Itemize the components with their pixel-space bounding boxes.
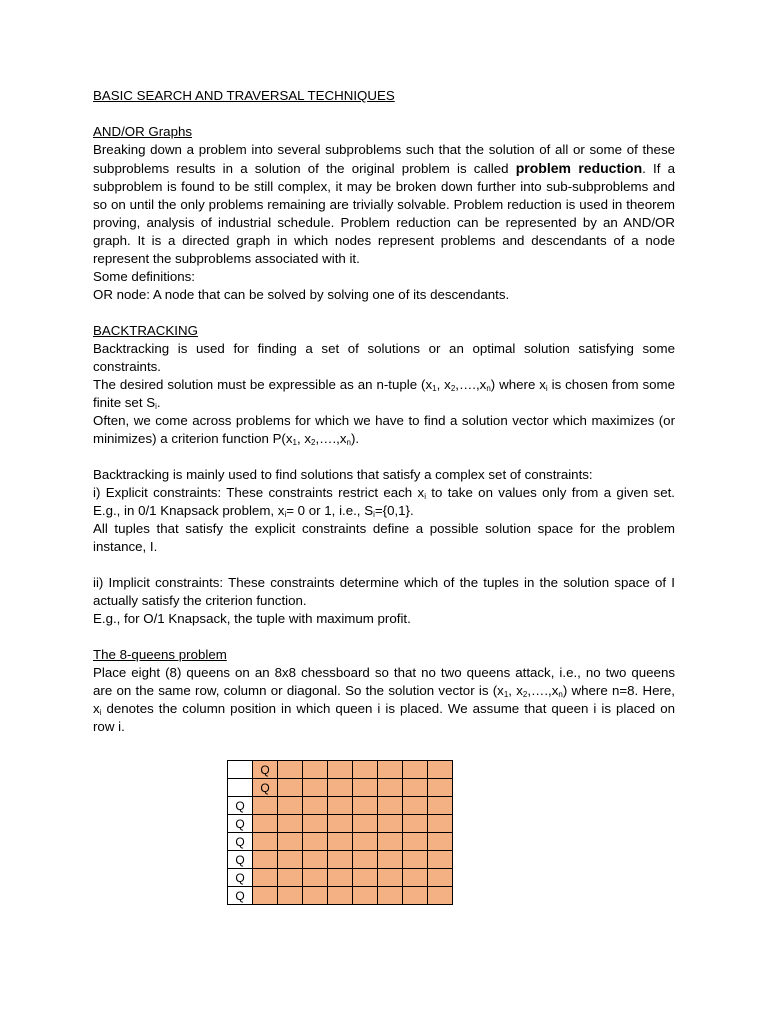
board-row <box>228 779 453 797</box>
board-cell <box>303 779 328 797</box>
board-cell <box>403 887 428 905</box>
board-cell <box>378 869 403 887</box>
board-row <box>228 887 453 905</box>
board-cell <box>378 833 403 851</box>
board-cell <box>278 779 303 797</box>
board-cell <box>428 833 453 851</box>
backtracking-p2: The desired solution must be expressible as an n-tuple ($x_1$, $x_2,\dots.,x_n$) where $x_i$ is chosen from some finite set $S_i$. <box>93 377 675 411</box>
board-cell <box>328 815 353 833</box>
board-cell <box>428 851 453 869</box>
board-cell <box>353 887 378 905</box>
board-cell <box>328 833 353 851</box>
board-cell <box>253 869 278 887</box>
queen-cell: Q <box>253 779 278 797</box>
explicit-constraints: i) Explicit constraints: These constraints restrict each $x_i$ to take on values only from a given set. E.g., in 0/1 Knapsack problem, $x_i= 0$ or 1, i.e., $S_i=\{0,1\}$. <box>93 485 675 519</box>
board-cell <box>428 779 453 797</box>
queen-cell: Q <box>253 761 278 779</box>
board-cell <box>253 815 278 833</box>
queen-cell: Q <box>228 815 253 833</box>
board-cell <box>278 797 303 815</box>
implicit-constraints: ii) Implicit constraints: These constraints determine which of the tuples in the solution space of I actually satisfy the criterion function. <box>93 575 675 608</box>
backtracking-p6: All tuples that satisfy the explicit constraints define a possible solution space for the problem instance, I. <box>93 521 675 554</box>
board-cell <box>303 869 328 887</box>
board-cell <box>378 887 403 905</box>
backtracking-p1: Backtracking is used for finding a set of solutions or an optimal solution satisfying some constraints. <box>93 341 675 374</box>
queen-cell: Q <box>228 797 253 815</box>
problem-reduction-term: problem reduction <box>515 160 643 176</box>
board-cell <box>428 815 453 833</box>
board-cell <box>303 797 328 815</box>
board-cell <box>278 887 303 905</box>
board-row <box>228 797 453 815</box>
board-cell <box>328 851 353 869</box>
board-cell <box>353 833 378 851</box>
chessboard-table <box>227 760 453 905</box>
board-cell <box>378 761 403 779</box>
queens-paragraph: Place eight (8) queens on an 8x8 chessboard so that no two queens attack, i.e., no two queens are on the same row, column or diagonal. So the solution vector is ($x_1$, $x_2,\dots.,x_n$) where n=8. Here, $x_i$ denotes the column position in which queen i is placed. We assume that queen i is placed on row i. <box>93 665 675 734</box>
board-cell <box>403 815 428 833</box>
queen-cell: Q <box>228 851 253 869</box>
board-cell <box>253 833 278 851</box>
board-cell <box>328 887 353 905</box>
board-row <box>228 851 453 869</box>
board-cell <box>353 851 378 869</box>
andor-paragraph: Breaking down a problem into several subproblems such that the solution of all or some of these subproblems results in a solution of the original problem is called problem reduction. If a subproblem is found to be still complex, it may be broken down further into sub-subproblems and so on until the only problems remaining are trivially solvable. Problem reduction is used in theorem proving, analysis of industrial schedule. Problem reduction can be represented by an AND/OR graph. It is a directed graph in which nodes represent problems and descendants of a node represent the subproblems associated with it. <box>93 142 675 266</box>
board-cell <box>303 761 328 779</box>
board-cell <box>428 887 453 905</box>
board-cell <box>378 851 403 869</box>
board-cell <box>253 887 278 905</box>
board-row <box>228 815 453 833</box>
definitions-label: Some definitions: <box>93 269 195 284</box>
board-cell <box>403 851 428 869</box>
board-cell <box>353 869 378 887</box>
board-cell <box>278 851 303 869</box>
board-cell <box>303 833 328 851</box>
board-cell <box>328 869 353 887</box>
backtracking-p3: Often, we come across problems for which we have to find a solution vector which maximizes (or minimizes) a criterion function $P(x_1$, $x_2,\dots.,x_n$). <box>93 413 675 447</box>
board-cell <box>228 761 253 779</box>
board-cell <box>378 779 403 797</box>
board-cell <box>353 797 378 815</box>
queen-cell: Q <box>228 869 253 887</box>
board-row <box>228 761 453 779</box>
board-cell <box>378 797 403 815</box>
board-cell <box>303 851 328 869</box>
board-cell <box>278 833 303 851</box>
andor-heading: AND/OR Graphs <box>93 124 193 139</box>
board-cell <box>278 761 303 779</box>
board-cell <box>328 797 353 815</box>
board-cell <box>403 779 428 797</box>
backtracking-p4: Backtracking is mainly used to find solutions that satisfy a complex set of constraints: <box>93 467 593 482</box>
document-title: BASIC SEARCH AND TRAVERSAL TECHNIQUES <box>93 88 395 103</box>
board-cell <box>228 779 253 797</box>
board-cell <box>403 833 428 851</box>
board-cell <box>278 815 303 833</box>
board-cell <box>253 797 278 815</box>
board-cell <box>253 851 278 869</box>
document-page <box>93 87 675 736</box>
board-cell <box>328 761 353 779</box>
board-row <box>228 869 453 887</box>
board-cell <box>428 797 453 815</box>
board-cell <box>378 815 403 833</box>
or-node-definition: OR node: A node that can be solved by solving one of its descendants. <box>93 287 510 302</box>
board-cell <box>328 779 353 797</box>
board-cell <box>403 761 428 779</box>
queen-cell: Q <box>228 833 253 851</box>
board-cell <box>403 797 428 815</box>
backtracking-heading: BACKTRACKING <box>93 323 198 338</box>
queens-heading: The 8-queens problem <box>93 647 227 662</box>
queen-cell: Q <box>228 887 253 905</box>
backtracking-example: E.g., for O/1 Knapsack, the tuple with maximum profit. <box>93 611 411 626</box>
board-row <box>228 833 453 851</box>
board-cell <box>353 779 378 797</box>
board-cell <box>403 869 428 887</box>
board-cell <box>303 887 328 905</box>
board-cell <box>353 815 378 833</box>
board-cell <box>428 869 453 887</box>
board-cell <box>303 815 328 833</box>
board-cell <box>353 761 378 779</box>
board-cell <box>278 869 303 887</box>
board-cell <box>428 761 453 779</box>
